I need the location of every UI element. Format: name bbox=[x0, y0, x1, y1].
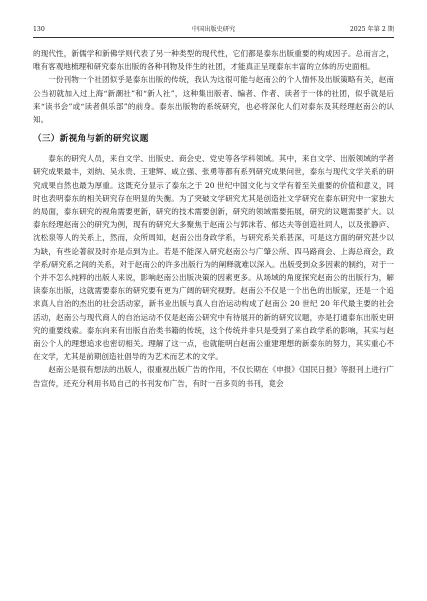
page-number: 130 bbox=[33, 26, 45, 33]
paragraph: 的现代性，新儒学和新佛学则代表了另一种类型的现代性，它们都是泰东出版重要的构成因子。总而言之，唯有客观地梳理和研究泰东出版的各种刊物及伴生的社团，才能真正呈现泰东丰富的立体的历史面相。 bbox=[33, 49, 394, 72]
running-head bbox=[33, 23, 394, 37]
paragraph: 赵南公是很有想法的出版人，很重视出版广告的作用，不仅长期在《申报》《国民日报》等报刊上进行广告宣传，还充分利用书局自己的书刊发布广告，有时一百多页的书刊，竟会 bbox=[33, 365, 394, 388]
issue-label: 2025 年第 2 期 bbox=[349, 26, 394, 33]
article-body bbox=[33, 47, 394, 390]
section-heading: （三）新视角与新的研究议题 bbox=[33, 134, 149, 145]
journal-title: 中国出版史研究 bbox=[191, 26, 236, 33]
paragraph: 泰东的研究人员，来自文学、出版史、商会史、党史等各学科领域。其中，来自文学、出版领域的学者研究成果最丰，刘纳、吴永贵、王建辉、咸立强、张勇等都有系列研究成果问世，泰东与现代文学关系的研究成果自然也最为厚重。这既充分显示了泰东之于 20 世纪中国文化与文学有着至关重要的价值和意义，同时也表明泰东的相关研究存在明显的失衡。为了突破文学研究尤其是创造社文学研究在泰东研究中一家独大的局面，泰东研究的视角需要更新，研究的技术需要创新，研究的领域需要拓展，研究的议题需要扩大。以泰东经理赵南公的研究为例，现有的研究大多聚焦于赵南公与郭沫若、郁达夫等创造社同人，以及张静庐、沈松泉等人的关系上，然而，众所周知，赵南公出身政学系，与研究系关系甚深，可是这方面的研究甚少以为缺，有些论著叙及时亦是点到为止。若是不能深入研究赵南公与广肇公所、四马路商会、上海总商会，政学系/研究系之间的关系，对于赵南公的许多出版行为的阐释就难以深入。出版受到众多因素的制约，对于一个并不怎么纯粹的出版人来说，影响赵南公出版决策的因素更多。从场域的角度探究赵南公的出版行为，解读泰东出版，这就需要泰东的研究要有更为广阔的研究视野。赵南公不仅是一个出色的出版家，还是一个追求真人自治的杰出的社会活动家，新书业出版与真人自治运动构成了赵南公 20 世纪 20 年代最主要的社会活动，赵南公与现代商人的自治运动不仅是赵南公研究中有待展开的新的研究议题，亦是打通泰东出版史研究的重要线索。泰东向来有出版自治类书籍的传统，这个传统并非只是受到了来自政学系的影响，其实与赵南公个人的理想追求也密切相关。理解了这一点，也就能明白赵南公重建理想的新泰东的努力，其实重心不在文学，尤其是前期创造社倡导的为艺术而艺术的文学。 bbox=[33, 154, 394, 362]
header-rule bbox=[33, 37, 394, 38]
paragraph: 一份刊物一个社团似乎是泰东出版的传统，我认为这很可能与赵南公的个人情怀及出版策略有关，赵南公当初就加入过上海“新潮社”和“新人社”，这种集出版者、编者、作者、读者于一体的社团，似乎就是后来“读书会”或“读者俱乐部”的前身。泰东出版物的系统研究，也必将深化人们对泰东及其经理赵南公的认知。 bbox=[33, 75, 394, 125]
